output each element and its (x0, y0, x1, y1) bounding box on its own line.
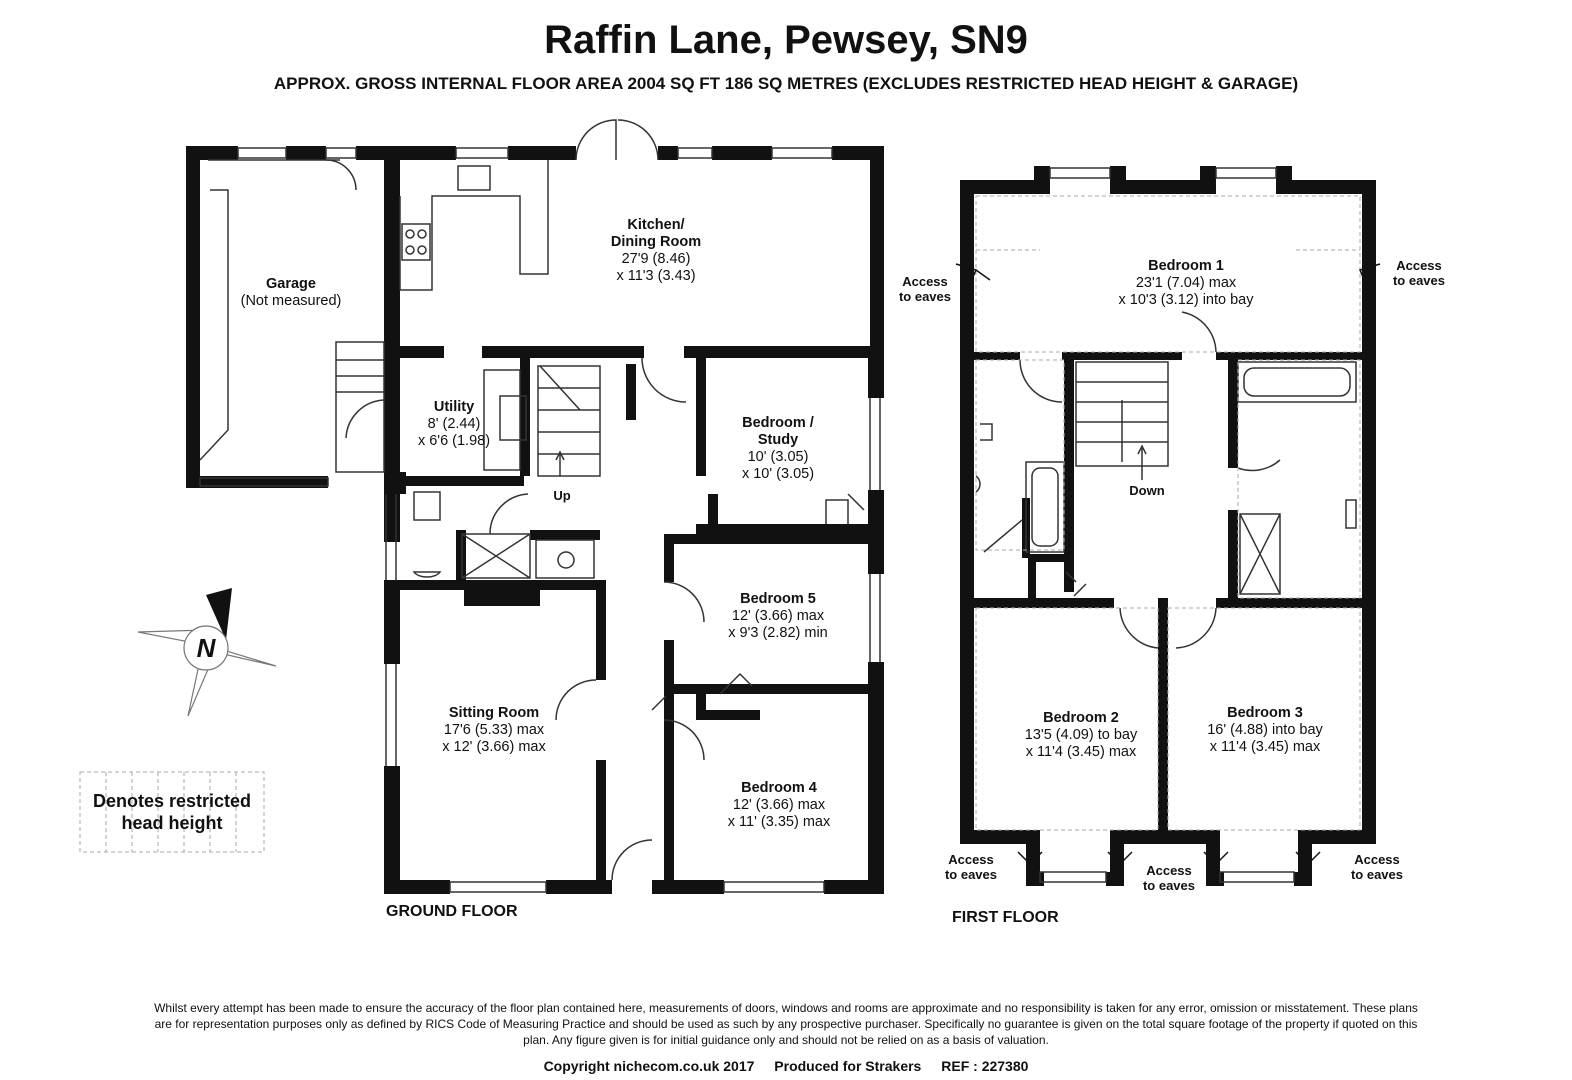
room-bedroom-study: Bedroom / Study 10' (3.05) x 10' (3.05) (741, 415, 815, 482)
eaves-access-label: Access to eaves (1350, 852, 1404, 882)
first-floor-label: FIRST FLOOR (952, 909, 1059, 926)
eaves-access-label: Access to eaves (1392, 258, 1446, 288)
room-kitchen-dining: Kitchen/ Dining Room 27'9 (8.46) x 11'3 (3.43) (610, 217, 702, 284)
room-bedroom-5: Bedroom 5 12' (3.66) max x 9'3 (2.82) min (728, 591, 828, 641)
compass-north-icon (138, 588, 276, 716)
svg-text:N: N (196, 633, 216, 663)
plan-title: Raffin Lane, Pewsey, SN9 (544, 18, 1028, 62)
eaves-access-label: Access to eaves (944, 852, 998, 882)
floor-area-subtitle: APPROX. GROSS INTERNAL FLOOR AREA 2004 SQ FT 186 SQ METRES (EXCLUDES RESTRICTED HEAD HEIGHT & GARAGE) (273, 74, 1299, 93)
copyright-text: Copyright nichecom.co.uk 2017 (543, 1058, 755, 1074)
room-bedroom-4: Bedroom 4 12' (3.66) max x 11' (3.35) max (727, 780, 831, 830)
stairs-down-label: Down (1129, 483, 1165, 498)
ground-floor-label: GROUND FLOOR (386, 903, 518, 920)
reference-text: REF : 227380 (941, 1058, 1029, 1074)
room-sitting-room: Sitting Room 17'6 (5.33) max x 12' (3.66) max (442, 705, 546, 755)
produced-for-text: Produced for Strakers (774, 1058, 922, 1074)
room-bedroom-3: Bedroom 3 16' (4.88) into bay x 11'4 (3.45) max (1207, 705, 1323, 755)
room-utility: Utility 8' (2.44) x 6'6 (1.98) (417, 399, 491, 449)
restricted-head-height-legend: Denotes restricted head height (92, 791, 252, 833)
ground-floor-fixtures (200, 120, 880, 892)
stairs-up-label: Up (553, 488, 571, 503)
room-garage: Garage (Not measured) (240, 276, 342, 309)
room-bedroom-1: Bedroom 1 23'1 (7.04) max x 10'3 (3.12) into bay (1118, 258, 1254, 308)
eaves-access-label: Access to eaves (898, 274, 952, 304)
room-bedroom-2: Bedroom 2 13'5 (4.09) to bay x 11'4 (3.45) max (1024, 710, 1138, 760)
disclaimer-text: Whilst every attempt has been made to ensure the accuracy of the floor plan contained here, measurements of doors, windows and rooms are approximate and no responsibility is taken for any error, omission or misstatement. These plans are for representation purposes only as defined by RICS Code of Measuring Practice and should be used as such by any prospective purchaser. Specifically no guarantee is given on the total square footage of the property if quoted on this plan. Any figure given is for initial guidance only and should not be relied on as a basis of valuation. (154, 1001, 1418, 1047)
eaves-access-label: Access to eaves (1142, 863, 1196, 893)
footer (0, 1058, 1572, 1074)
